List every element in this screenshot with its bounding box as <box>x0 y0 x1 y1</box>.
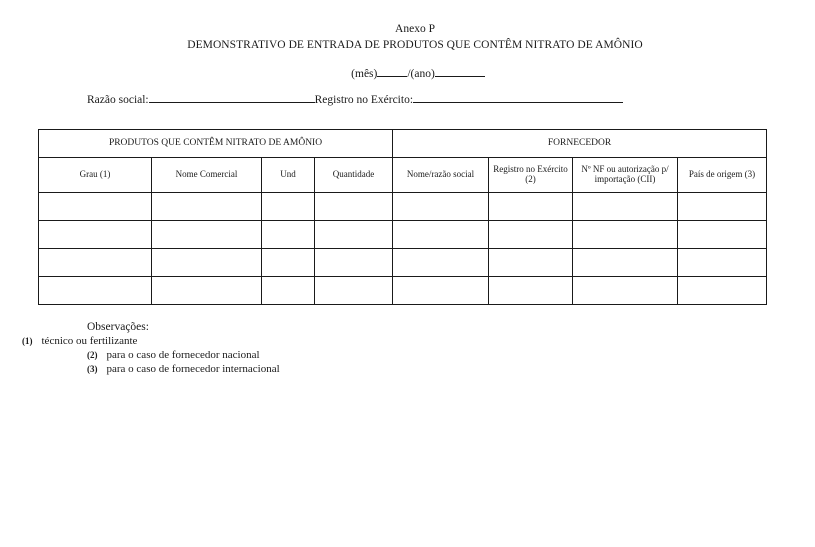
column-header-quantidade: Quantidade <box>315 158 393 193</box>
razao-social-label: Razão social: <box>87 94 149 106</box>
column-header-nf-autorizacao: Nº NF ou autorização p/ importação (CII) <box>573 158 678 193</box>
note-2-text: para o caso de fornecedor nacional <box>106 349 260 361</box>
table-cell[interactable] <box>573 277 678 305</box>
annex-label: Anexo P <box>395 23 435 35</box>
table-cell[interactable] <box>489 277 573 305</box>
month-label: (mês) <box>351 68 378 80</box>
table-row <box>39 249 767 277</box>
column-header-nome-razao-social: Nome/razão social <box>393 158 489 193</box>
table-cell[interactable] <box>152 221 262 249</box>
registro-blank[interactable] <box>413 93 623 103</box>
column-header-pais-origem: País de origem (3) <box>678 158 767 193</box>
note-1-marker: (1) <box>22 336 33 346</box>
table-cell[interactable] <box>262 193 315 221</box>
table-cell[interactable] <box>678 193 767 221</box>
table-cell[interactable] <box>152 249 262 277</box>
note-2 <box>87 349 260 361</box>
note-3-marker: (3) <box>87 364 98 374</box>
table-cell[interactable] <box>393 193 489 221</box>
table-cell[interactable] <box>573 193 678 221</box>
table-cell[interactable] <box>393 221 489 249</box>
table-cell[interactable] <box>678 221 767 249</box>
products-group-header: PRODUTOS QUE CONTÊM NITRATO DE AMÔNIO <box>39 130 393 158</box>
company-line <box>87 93 623 106</box>
observations-title: Observações: <box>87 321 149 333</box>
column-header-grau: Grau (1) <box>39 158 152 193</box>
razao-social-blank[interactable] <box>149 93 315 103</box>
table-cell[interactable] <box>262 221 315 249</box>
table-cell[interactable] <box>152 193 262 221</box>
column-header-row <box>39 158 767 193</box>
note-3 <box>87 363 280 375</box>
table-cell[interactable] <box>489 193 573 221</box>
note-1 <box>22 335 137 347</box>
product-table <box>38 129 767 305</box>
table-cell[interactable] <box>262 249 315 277</box>
table-row <box>39 221 767 249</box>
table-cell[interactable] <box>573 221 678 249</box>
table-cell[interactable] <box>315 193 393 221</box>
table-cell[interactable] <box>678 277 767 305</box>
supplier-group-header: FORNECEDOR <box>393 130 767 158</box>
table-cell[interactable] <box>315 221 393 249</box>
column-header-registro-exercito: Registro no Exército (2) <box>489 158 573 193</box>
group-header-row <box>39 130 767 158</box>
table-cell[interactable] <box>573 249 678 277</box>
table-cell[interactable] <box>39 193 152 221</box>
table-row <box>39 277 767 305</box>
table-cell[interactable] <box>262 277 315 305</box>
table-cell[interactable] <box>39 277 152 305</box>
table-cell[interactable] <box>315 249 393 277</box>
table-cell[interactable] <box>393 277 489 305</box>
year-label: /(ano) <box>407 68 435 80</box>
note-2-marker: (2) <box>87 350 98 360</box>
period-line <box>0 67 815 80</box>
note-3-text: para o caso de fornecedor internacional <box>106 363 280 375</box>
table-cell[interactable] <box>39 249 152 277</box>
table-cell[interactable] <box>393 249 489 277</box>
column-header-und: Und <box>262 158 315 193</box>
table-cell[interactable] <box>39 221 152 249</box>
table-cell[interactable] <box>489 221 573 249</box>
note-1-text: técnico ou fertilizante <box>41 335 138 347</box>
table-row <box>39 193 767 221</box>
document-title: DEMONSTRATIVO DE ENTRADA DE PRODUTOS QUE CONTÊM NITRATO DE AMÔNIO <box>187 39 643 51</box>
column-header-nome-comercial: Nome Comercial <box>152 158 262 193</box>
table-cell[interactable] <box>489 249 573 277</box>
table-cell[interactable] <box>152 277 262 305</box>
table-cell[interactable] <box>678 249 767 277</box>
month-blank[interactable] <box>377 67 407 77</box>
registro-label: Registro no Exército: <box>314 94 414 106</box>
table-cell[interactable] <box>315 277 393 305</box>
year-blank[interactable] <box>435 67 485 77</box>
